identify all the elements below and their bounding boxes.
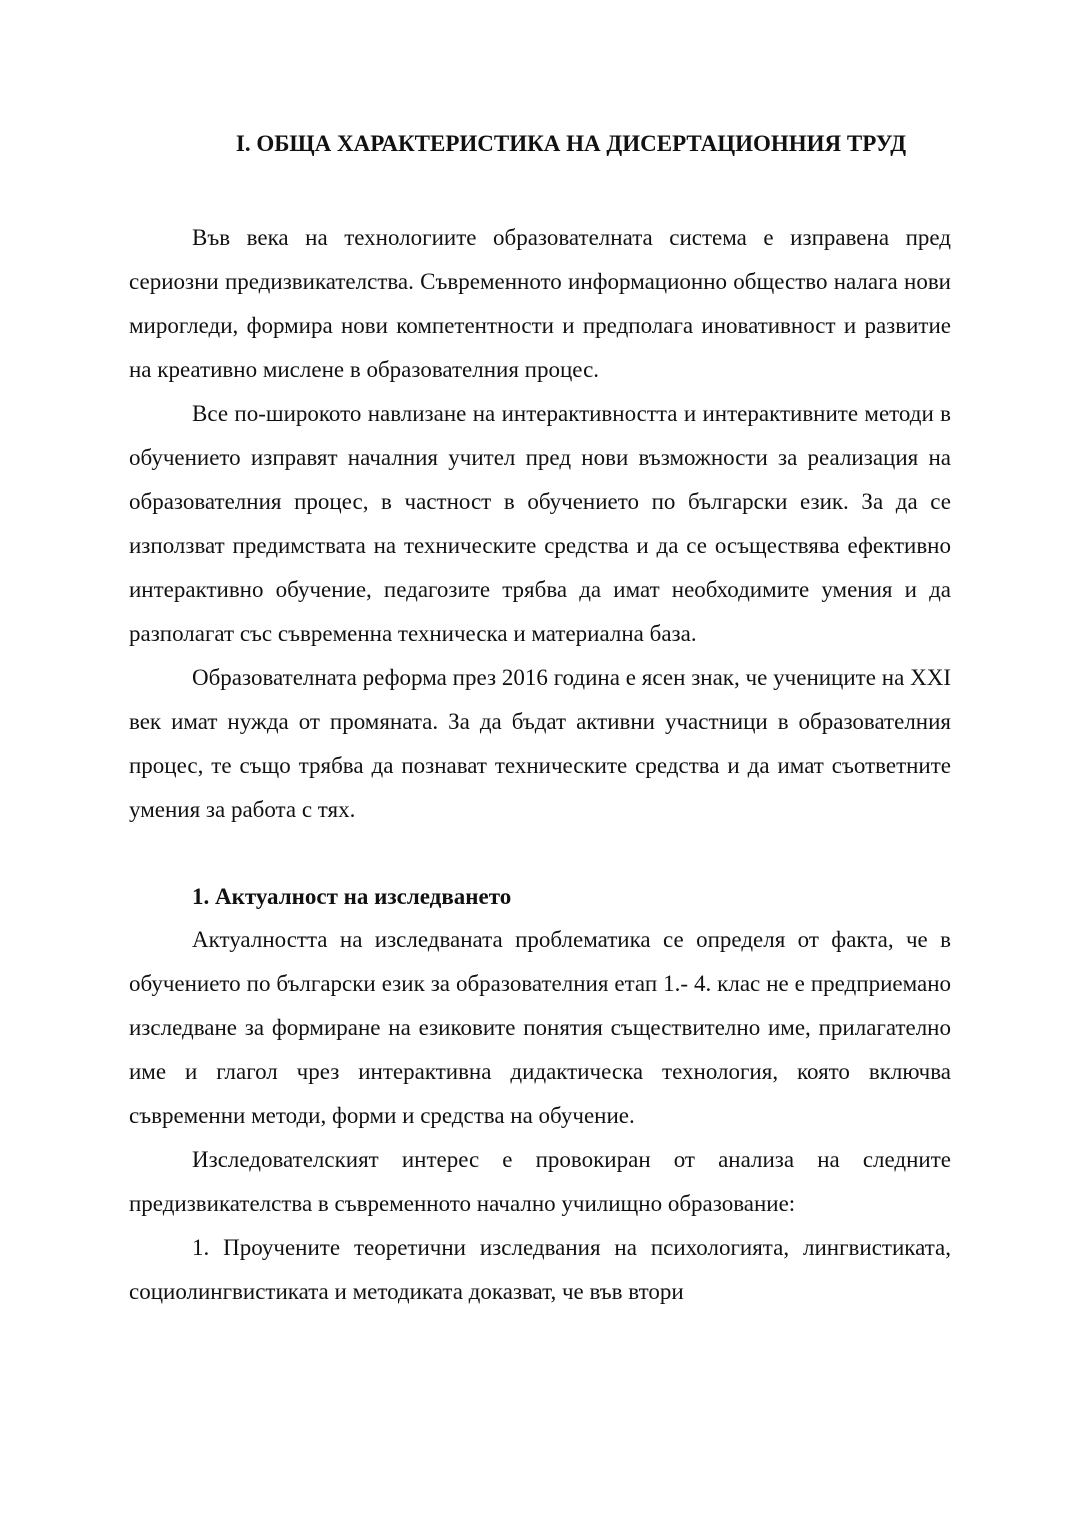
document-body [129, 128, 951, 1314]
section-heading: 1. Актуалност на изследването [192, 884, 512, 909]
paragraph: 1. Проучените теоретични изследвания на психологията, лингвистиката, социолингвистиката и методиката доказват, че във втори [129, 1235, 951, 1304]
page-title: I. ОБЩА ХАРАКТЕРИСТИКА НА ДИСЕРТАЦИОННИЯ ТРУД [235, 131, 907, 156]
paragraph: Все по-широкото навлизане на интерактивността и интерактивните методи в обучението изправят началния учител пред нови възможности за реализация на образователния процес, в частност в обучението по български език. За да се използват предимствата на техническите средства и да се осъществява ефективно интерактивно обучение, педагозите трябва да имат необходимите умения и да разполагат със съвременна техническа и материална база. [129, 401, 951, 646]
paragraph: Образователната реформа през 2016 година е ясен знак, че учениците на XXI век имат нужда от промяната. За да бъдат активни участници в образователния процес, те също трябва да познават техническите средства и да имат съответните умения за работа с тях. [129, 665, 951, 822]
paragraph: Във века на технологиите образователната система е изправена пред сериозни предизвикателства. Съвременното информационно общество налага нови мирогледи, формира нови компетентности и предполага иновативност и развитие на креативно мислене в образователния процес. [129, 225, 951, 382]
paragraph: Изследователският интерес е провокиран от анализа на следните предизвикателства в съвременното начално училищно образование: [129, 1147, 951, 1216]
intro-section [129, 216, 951, 832]
relevance-section [129, 918, 951, 1314]
paragraph: Актуалността на изследваната проблематика се определя от факта, че в обучението по български език за образователния етап 1.- 4. клас не е предприемано изследване за формиране на езиковите понятия съществително име, прилагателно име и глагол чрез интерактивна дидактическа технология, която включва съвременни методи, форми и средства на обучение. [129, 927, 951, 1128]
